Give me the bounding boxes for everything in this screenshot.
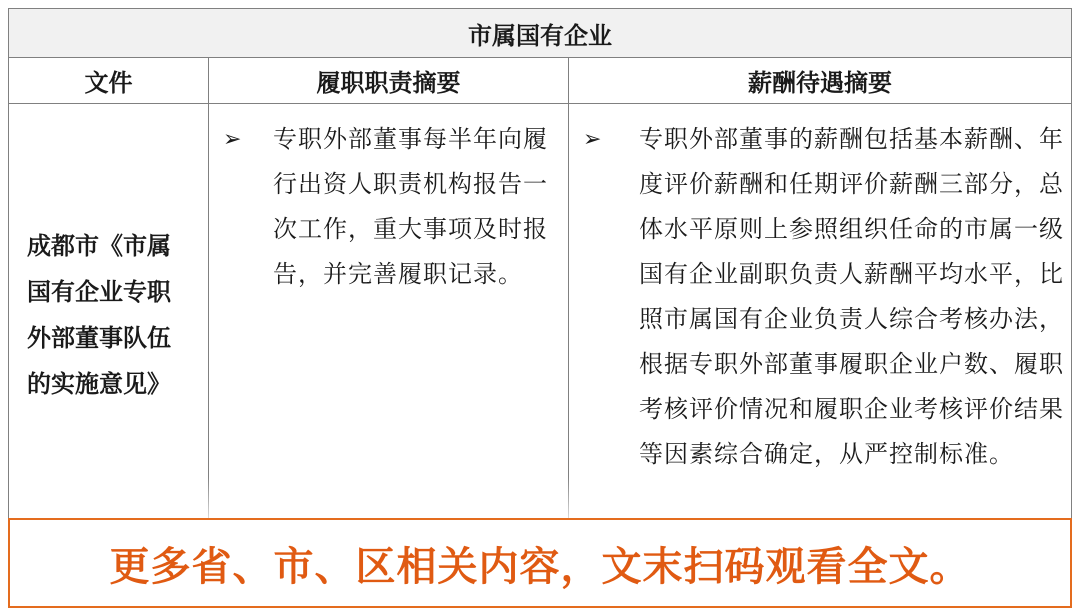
promo-banner[interactable] xyxy=(8,518,1072,608)
arrow-bullet-icon: ➢ xyxy=(583,127,602,152)
pay-text: 专职外部董事的薪酬包括基本薪酬、年度评价薪酬和任期评价薪酬三部分，总体水平原则上参照组织任命的市属一级国有企业副职负责人薪酬平均水平，比照市属国有企业负责人综合考核办法，根据专职外部董事履职企业户数、履职考核评价情况和履职企业考核评价结果等因素综合确定，从严控制标准。 xyxy=(639,125,1064,468)
table-title: 市属国有企业 xyxy=(9,9,1071,58)
duty-bullet-item xyxy=(223,117,559,297)
duty-text: 专职外部董事每半年向履行出资人职责机构报告一次工作，重大事项及时报告，并完善履职记录。 xyxy=(273,125,548,288)
header-pay-summary: 薪酬待遇摘要 xyxy=(748,68,892,97)
pay-bullet-item xyxy=(583,117,1069,477)
table-header-row xyxy=(9,57,1071,104)
header-duty-summary: 履职职责摘要 xyxy=(209,57,569,103)
file-name: 成都市《市属国有企业专职外部董事队伍的实施意见》 xyxy=(27,232,171,398)
header-file: 文件 xyxy=(9,57,209,103)
promo-banner-text: 更多省、市、区相关内容，文末扫码观看全文。 xyxy=(109,543,971,590)
arrow-bullet-icon: ➢ xyxy=(223,127,242,152)
